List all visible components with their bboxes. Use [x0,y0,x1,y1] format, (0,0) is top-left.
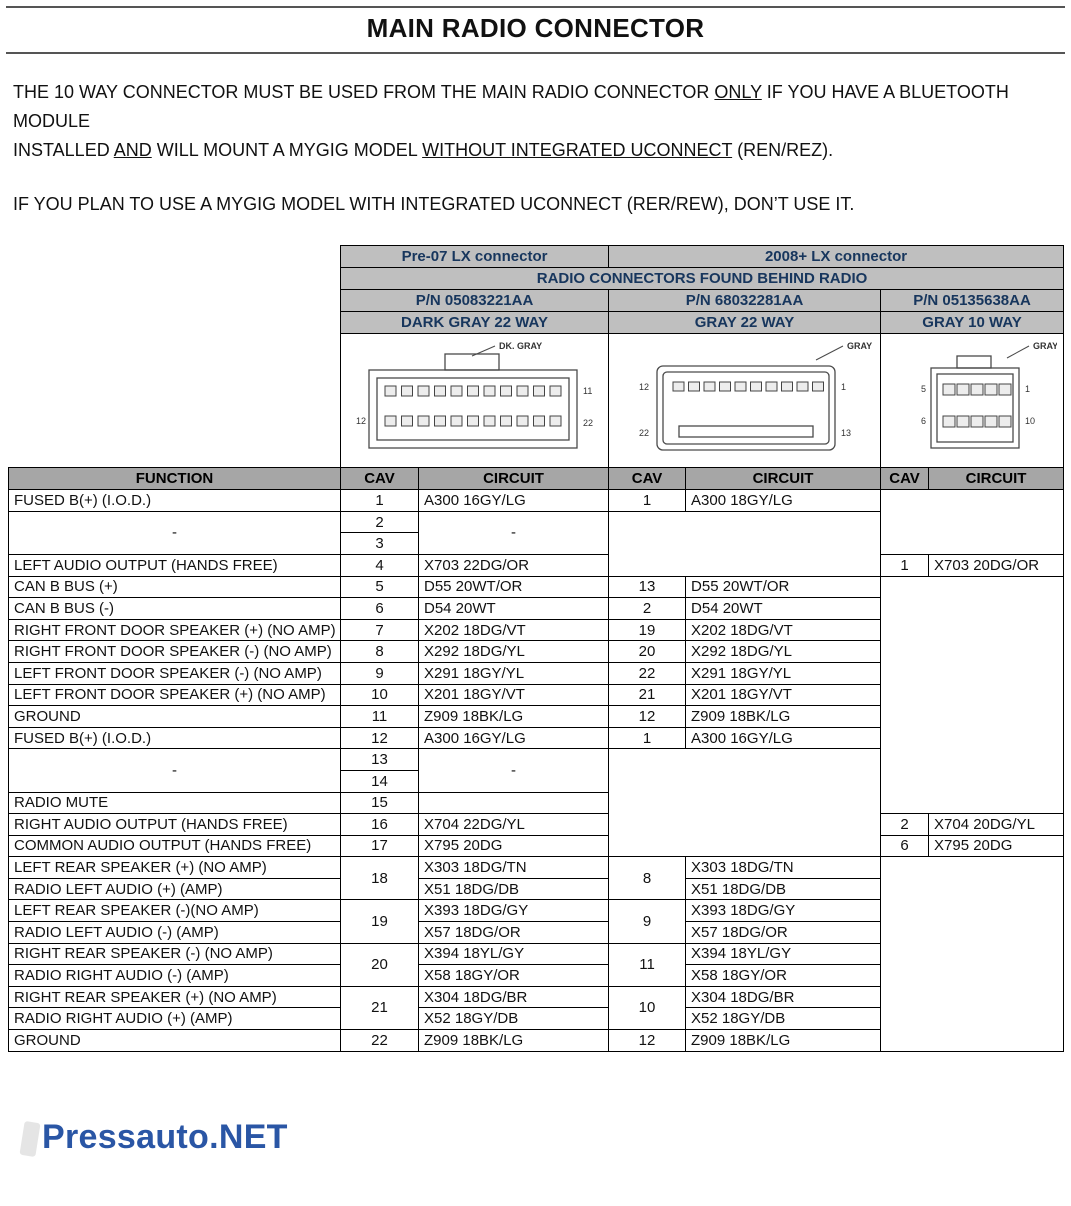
pin-row [943,384,1011,395]
function-cell: COMMON AUDIO OUTPUT (HANDS FREE) [9,835,341,857]
function-cell: GROUND [9,1030,341,1052]
cav-cell: 22 [341,1030,419,1052]
table-row [9,814,1064,836]
cav-cell: 2 [609,598,686,620]
function-cell: RIGHT FRONT DOOR SPEAKER (+) (NO AMP) [9,619,341,641]
part-number-1: P/N 05083221AA [341,290,609,312]
band-row-connector-era [9,246,1064,268]
connector-diagram-2008-22way [611,334,879,462]
connector-color-label: DK. GRAY [498,341,542,352]
pin-number-label: 1 [840,382,846,393]
circuit-cell: Z909 18BK/LG [686,706,881,728]
column-header-function: FUNCTION [9,468,341,490]
circuit-cell: X304 18DG/BR [419,986,609,1008]
pin-number-label: 13 [840,428,851,439]
circuit-cell: X52 18GY/DB [686,1008,881,1030]
circuit-cell: X201 18GY/VT [419,684,609,706]
cav-cell: 2 [881,814,929,836]
intro-segment: THE 10 WAY CONNECTOR MUST BE USED FROM THE MAIN RADIO CONNECTOR [13,82,715,102]
cav-cell: 2 [341,511,419,533]
band-pre07-label: Pre-07 LX connector [341,246,609,268]
pin-number-label: 12 [638,382,649,393]
cav-cell: 3 [341,533,419,555]
cav-cell: 12 [609,1030,686,1052]
circuit-cell: X704 22DG/YL [419,814,609,836]
cav-cell: 5 [341,576,419,598]
cav-cell: 19 [341,900,419,943]
connector-type-1: DARK GRAY 22 WAY [341,312,609,334]
band-found-label: RADIO CONNECTORS FOUND BEHIND RADIO [341,268,1064,290]
cav-cell: 20 [341,943,419,986]
function-cell: RIGHT REAR SPEAKER (+) (NO AMP) [9,986,341,1008]
circuit-cell: X292 18DG/YL [419,641,609,663]
function-cell: RADIO RIGHT AUDIO (+) (AMP) [9,1008,341,1030]
pin-number-label: 22 [638,428,649,439]
empty-cell: - [419,511,609,554]
circuit-cell: X58 18GY/OR [686,965,881,987]
main-header-row [9,468,1064,490]
pin-number-label: 11 [582,386,592,397]
function-cell: CAN B BUS (+) [9,576,341,598]
circuit-cell: X703 22DG/OR [419,554,609,576]
cav-cell: 6 [341,598,419,620]
function-cell: RADIO LEFT AUDIO (-) (AMP) [9,922,341,944]
intro-segment: WILL MOUNT A MYGIG MODEL [151,139,423,160]
page-title-band [6,6,1065,54]
cav-cell: 10 [609,986,686,1029]
function-cell: RADIO RIGHT AUDIO (-) (AMP) [9,965,341,987]
column-header-circuit-1: CIRCUIT [419,468,609,490]
intro-segment: (REN/REZ). [732,139,834,160]
column-header-circuit-2: CIRCUIT [686,468,881,490]
cav-cell: 7 [341,619,419,641]
cav-cell: 13 [609,576,686,598]
connector-color-label: GRAY [846,341,872,352]
intro-underlined: ONLY [714,82,762,102]
circuit-cell: X304 18DG/BR [686,986,881,1008]
table-row [9,576,1064,598]
circuit-cell: A300 16GY/LG [686,727,881,749]
cav-cell: 13 [341,749,419,771]
circuit-cell: A300 18GY/LG [686,490,881,512]
logo-mark [19,1121,40,1157]
cav-cell: 12 [341,727,419,749]
function-cell: LEFT FRONT DOOR SPEAKER (+) (NO AMP) [9,684,341,706]
cav-cell: 9 [341,662,419,684]
circuit-cell: A300 16GY/LG [419,727,609,749]
connector-diagram-pre07-22way [345,334,605,462]
column-header-cav-1: CAV [341,468,419,490]
cav-cell: 1 [341,490,419,512]
circuit-cell: D55 20WT/OR [686,576,881,598]
blank-cell [881,490,1064,555]
cav-cell: 1 [881,554,929,576]
cav-cell: 22 [609,662,686,684]
circuit-cell: X704 20DG/YL [929,814,1064,836]
page-title: MAIN RADIO CONNECTOR [366,13,705,43]
function-cell: RIGHT FRONT DOOR SPEAKER (-) (NO AMP) [9,641,341,663]
intro-text [13,78,1058,219]
intro-segment: INSTALLED [13,139,114,160]
pin-row [385,416,561,426]
pin-row [385,386,561,396]
pin-number-label: 10 [1025,416,1036,427]
function-cell: LEFT FRONT DOOR SPEAKER (-) (NO AMP) [9,662,341,684]
pin-number-label: 1 [1025,384,1031,395]
circuit-cell [419,792,609,814]
cav-cell: 21 [341,986,419,1029]
function-cell: LEFT REAR SPEAKER (+) (NO AMP) [9,857,341,879]
table-row [9,835,1064,857]
cav-cell: 1 [609,490,686,512]
circuit-cell: X201 18GY/VT [686,684,881,706]
table-row [9,490,1064,512]
circuit-cell: X51 18DG/DB [419,878,609,900]
circuit-cell: X703 20DG/OR [929,554,1064,576]
circuit-cell: X795 20DG [929,835,1064,857]
circuit-cell: X291 18GY/YL [419,662,609,684]
circuit-cell: Z909 18BK/LG [419,1030,609,1052]
function-cell: RIGHT AUDIO OUTPUT (HANDS FREE) [9,814,341,836]
function-cell: FUSED B(+) (I.O.D.) [9,490,341,512]
part-number-2: P/N 68032281AA [609,290,881,312]
cav-cell: 16 [341,814,419,836]
pin-number-label: 5 [921,384,927,395]
blank-cell [881,576,1064,814]
cav-cell: 15 [341,792,419,814]
circuit-cell: X202 18DG/VT [419,619,609,641]
ghost-cell [9,246,341,468]
circuit-cell: X394 18YL/GY [419,943,609,965]
cav-cell: 8 [609,857,686,900]
function-cell: RADIO LEFT AUDIO (+) (AMP) [9,878,341,900]
empty-cell: - [9,511,341,554]
circuit-cell: X292 18DG/YL [686,641,881,663]
circuit-cell: D54 20WT [419,598,609,620]
pin-row [673,382,824,391]
cav-cell: 20 [609,641,686,663]
circuit-cell: X57 18DG/OR [686,922,881,944]
connector-diagram-10way [887,334,1057,462]
function-cell: GROUND [9,706,341,728]
function-cell: CAN B BUS (-) [9,598,341,620]
cav-cell: 11 [341,706,419,728]
circuit-cell: A300 16GY/LG [419,490,609,512]
cav-cell: 9 [609,900,686,943]
blank-cell [609,511,881,576]
table-row [9,554,1064,576]
column-header-circuit-3: CIRCUIT [929,468,1064,490]
circuit-cell: X51 18DG/DB [686,878,881,900]
circuit-cell: X393 18DG/GY [419,900,609,922]
cav-cell: 10 [341,684,419,706]
circuit-cell: Z909 18BK/LG [419,706,609,728]
circuit-cell: D54 20WT [686,598,881,620]
site-watermark: Pressauto.NET [42,1118,288,1156]
part-number-3: P/N 05135638AA [881,290,1064,312]
blank-cell [609,749,881,857]
function-cell: LEFT REAR SPEAKER (-)(NO AMP) [9,900,341,922]
circuit-cell: X303 18DG/TN [686,857,881,879]
diagram-cell-pre07 [341,334,609,468]
circuit-cell: X393 18DG/GY [686,900,881,922]
cav-cell: 21 [609,684,686,706]
circuit-cell: D55 20WT/OR [419,576,609,598]
cav-cell: 17 [341,835,419,857]
pinout-table [8,245,1064,1051]
cav-cell: 14 [341,770,419,792]
circuit-cell: X202 18DG/VT [686,619,881,641]
pin-row [943,416,1011,427]
circuit-cell: X303 18DG/TN [419,857,609,879]
function-cell: LEFT AUDIO OUTPUT (HANDS FREE) [9,554,341,576]
cav-cell: 18 [341,857,419,900]
cav-cell: 1 [609,727,686,749]
circuit-cell: X58 18GY/OR [419,965,609,987]
connector-type-3: GRAY 10 WAY [881,312,1064,334]
circuit-cell: X52 18GY/DB [419,1008,609,1030]
cav-cell: 19 [609,619,686,641]
circuit-cell: Z909 18BK/LG [686,1030,881,1052]
connector-type-2: GRAY 22 WAY [609,312,881,334]
diagram-cell-2008 [609,334,881,468]
cav-cell: 4 [341,554,419,576]
circuit-cell: X57 18DG/OR [419,922,609,944]
intro-paragraph-1 [13,78,1058,164]
pin-number-label: 22 [582,418,593,429]
intro-underlined: WITHOUT INTEGRATED UCONNECT [422,139,733,160]
circuit-cell: X394 18YL/GY [686,943,881,965]
empty-cell: - [419,749,609,792]
cav-cell: 8 [341,641,419,663]
circuit-cell: X291 18GY/YL [686,662,881,684]
empty-cell: - [9,749,341,792]
intro-underlined: AND [113,139,152,160]
diagram-cell-10way [881,334,1064,468]
intro-paragraph-2: IF YOU PLAN TO USE A MYGIG MODEL WITH INTEGRATED UCONNECT (RER/REW), DON’T USE IT. [13,194,855,215]
pinout-table-wrapper [8,245,1063,1051]
function-cell: FUSED B(+) (I.O.D.) [9,727,341,749]
intro-segment: IF YOU HAVE A BLUETOOTH MODULE [13,82,1009,131]
function-cell: RADIO MUTE [9,792,341,814]
circuit-cell: X795 20DG [419,835,609,857]
blank-cell [881,857,1064,1051]
column-header-cav-2: CAV [609,468,686,490]
cav-cell: 6 [881,835,929,857]
cav-cell: 11 [609,943,686,986]
cav-cell: 12 [609,706,686,728]
band-2008-label: 2008+ LX connector [609,246,1064,268]
pin-number-label: 6 [921,416,927,427]
function-cell: RIGHT REAR SPEAKER (-) (NO AMP) [9,943,341,965]
column-header-cav-3: CAV [881,468,929,490]
table-row [9,857,1064,879]
connector-color-label: GRAY [1033,341,1058,352]
pin-number-label: 12 [355,416,366,427]
